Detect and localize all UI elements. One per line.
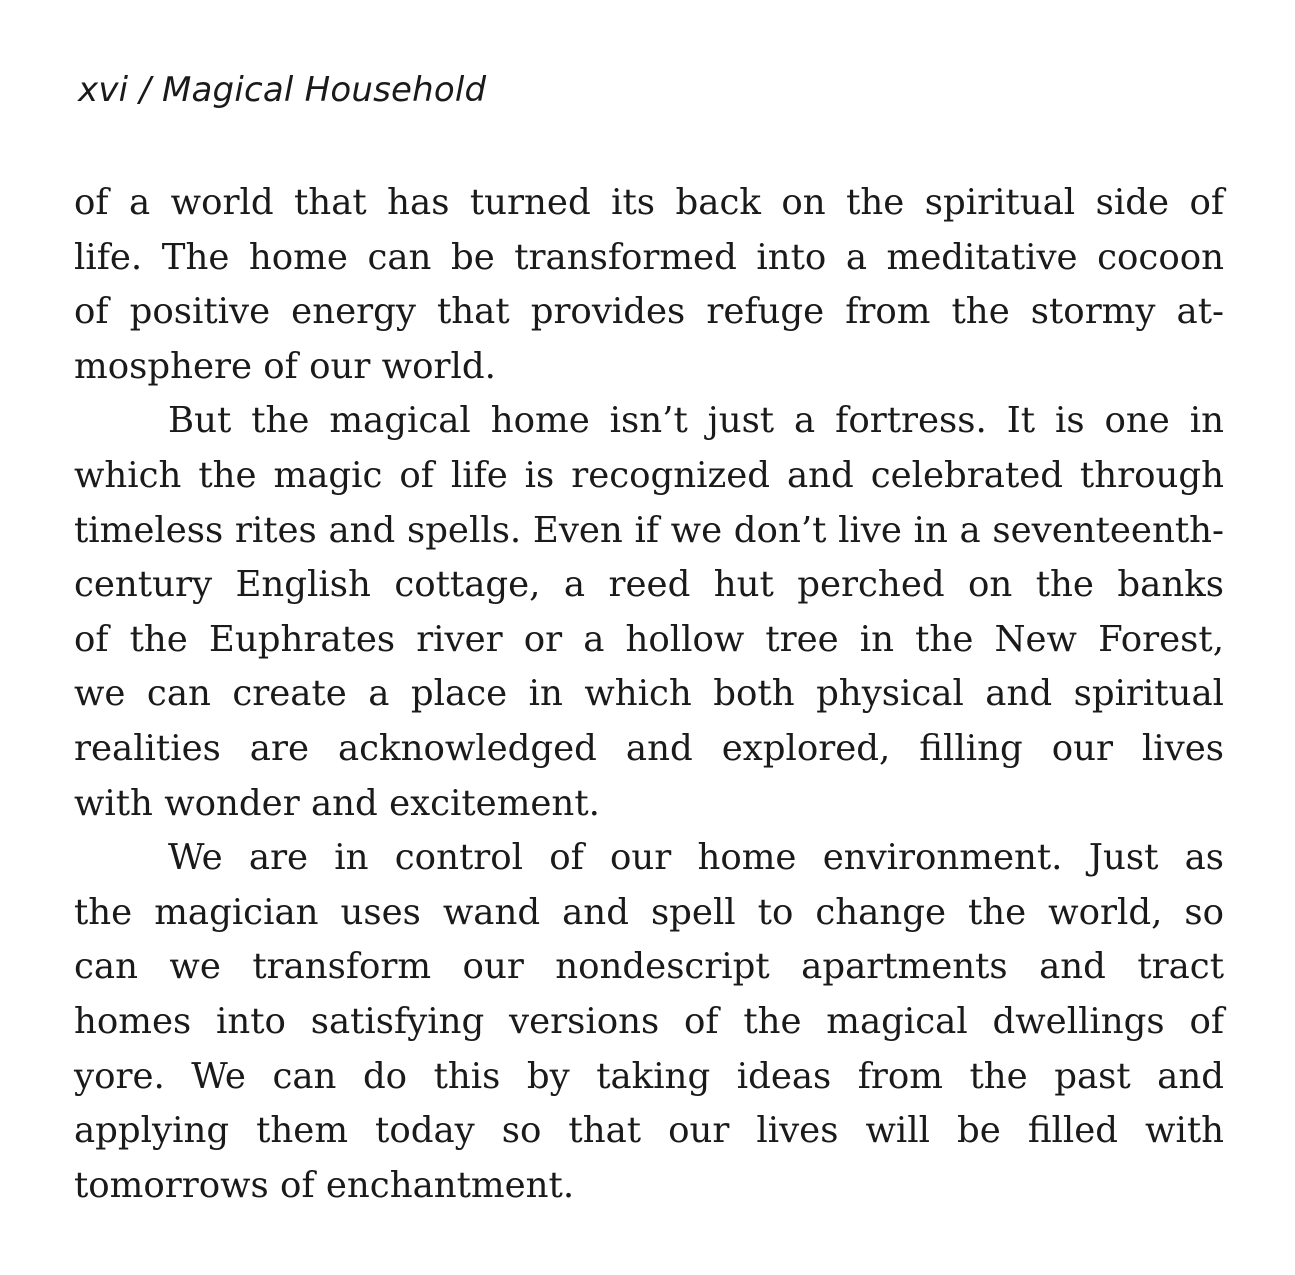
text-line: century English cottage, a reed hut perched on the banks — [74, 564, 1224, 606]
text-line: mosphere of our world. — [74, 345, 496, 387]
text-line: But the magical home isn’t just a fortress. It is one in — [168, 400, 1224, 442]
body-text — [74, 176, 1224, 1213]
text-line: with wonder and excitement. — [74, 782, 600, 824]
text-line: homes into satisfying versions of the magical dwellings of — [74, 1000, 1224, 1042]
book-title: Magical Household — [161, 70, 487, 110]
text-line: realities are acknowledged and explored, filling our lives — [74, 727, 1224, 769]
text-line: which the magic of life is recognized and celebrated through — [74, 454, 1224, 496]
text-line: yore. We can do this by taking ideas from the past and — [74, 1055, 1224, 1097]
text-line: of a world that has turned its back on the spiritual side of — [74, 182, 1224, 223]
text-line: timeless rites and spells. Even if we don’t live in a seventeenth- — [74, 509, 1224, 551]
text-line: of the Euphrates river or a hollow tree in the New Forest, — [74, 618, 1224, 660]
paragraph-3 — [74, 831, 1224, 1213]
text-line: applying them today so that our lives will be filled with — [74, 1110, 1224, 1152]
text-line: can we transform our nondescript apartments and tract — [74, 946, 1224, 988]
text-line: life. The home can be transformed into a meditative cocoon — [74, 236, 1224, 278]
page-folio: xvi — [78, 70, 129, 110]
paragraph-2 — [74, 394, 1224, 831]
text-line: of positive energy that provides refuge from the stormy at- — [74, 291, 1224, 333]
running-head — [78, 68, 486, 112]
text-line: the magician uses wand and spell to change the world, so — [74, 891, 1224, 933]
text-line: we can create a place in which both physical and spiritual — [74, 673, 1224, 715]
paragraph-1 — [74, 176, 1224, 394]
text-line: tomorrows of enchantment. — [74, 1164, 575, 1206]
running-head-separator: / — [139, 70, 151, 110]
text-line: We are in control of our home environment. Just as — [168, 837, 1224, 879]
